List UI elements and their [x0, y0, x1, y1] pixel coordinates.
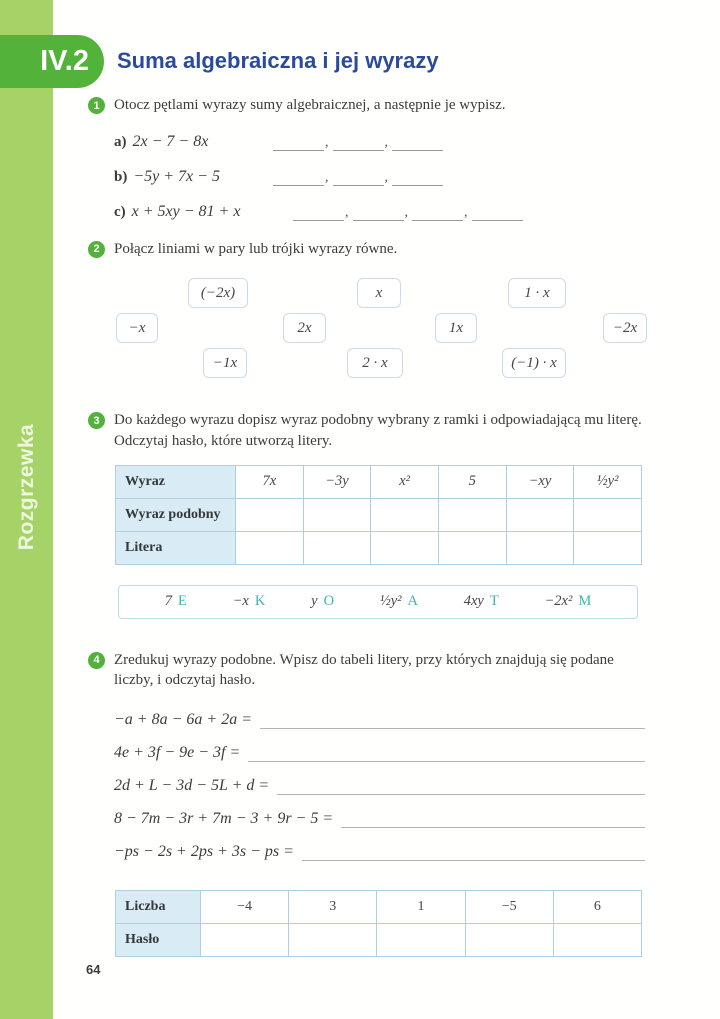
- answer-cell[interactable]: [438, 498, 506, 531]
- answer-cell[interactable]: [574, 498, 642, 531]
- answer-blank[interactable]: [333, 136, 384, 151]
- answer-cell[interactable]: [465, 924, 553, 957]
- page-number: 64: [86, 962, 101, 977]
- answer-blank[interactable]: [273, 136, 324, 151]
- table-row-haslo: [116, 924, 642, 957]
- exercise-1-instruction: Otocz pętlami wyrazy sumy algebraicznej, a następnie je wypisz.: [114, 97, 506, 113]
- answer-blank[interactable]: [412, 206, 463, 221]
- exercise-1-item-c: [114, 200, 645, 221]
- answer-line[interactable]: [248, 761, 645, 762]
- exercise-2-header: [88, 239, 645, 260]
- matching-board: [88, 270, 645, 394]
- answer-blank[interactable]: [353, 206, 404, 221]
- equation-expression: −a + 8a − 6a + 2a =: [114, 710, 252, 728]
- exercise-1-number-badge: 1: [88, 97, 105, 114]
- exercise-3: [88, 410, 645, 618]
- section-badge-label: IV.2: [40, 45, 89, 77]
- exercise-3-number-badge: 3: [88, 412, 105, 429]
- exercise-2: [88, 239, 645, 395]
- answer-cell[interactable]: [371, 498, 439, 531]
- term-box[interactable]: (−2x): [188, 278, 248, 308]
- blank-separator: ,: [325, 134, 329, 150]
- blank-separator: ,: [325, 169, 329, 185]
- equation-expression: 2d + L − 3d − 5L + d =: [114, 776, 270, 794]
- answer-cell[interactable]: [553, 924, 641, 957]
- term-box[interactable]: −1x: [203, 348, 247, 378]
- liczba-cell: −4: [201, 891, 289, 924]
- answer-line[interactable]: [260, 728, 645, 729]
- answer-cell[interactable]: [377, 924, 465, 957]
- answer-cell[interactable]: [303, 531, 371, 564]
- answer-blank[interactable]: [333, 171, 384, 186]
- answer-blank[interactable]: [392, 136, 443, 151]
- answer-cell[interactable]: [371, 531, 439, 564]
- equation-row: [114, 835, 645, 868]
- exercise-1-item-a: [114, 130, 645, 151]
- blank-separator: ,: [384, 169, 388, 185]
- liczba-cell: 6: [553, 891, 641, 924]
- similar-terms-table: [115, 465, 642, 565]
- equation-row: [114, 769, 645, 802]
- section-badge: [0, 35, 104, 88]
- liczba-cell: 3: [289, 891, 377, 924]
- exercise-1: [88, 95, 645, 221]
- answer-cell[interactable]: [438, 531, 506, 564]
- section-sidebar: [0, 0, 53, 1019]
- exercise-4-header: [88, 650, 645, 691]
- blank-separator: ,: [345, 204, 349, 220]
- answer-line[interactable]: [277, 794, 645, 795]
- exercise-2-number-badge: 2: [88, 241, 105, 258]
- bank-item: 4xy T: [463, 593, 499, 610]
- exercise-4-instruction: Zredukuj wyrazy podobne. Wpisz do tabeli litery, przy których znajdują się podane liczby, i odczytaj hasło.: [114, 651, 614, 689]
- blank-separator: ,: [384, 134, 388, 150]
- exercise-4: [88, 650, 645, 957]
- password-table: [115, 890, 642, 957]
- item-c-label: c): [114, 203, 126, 220]
- answer-blank[interactable]: [472, 206, 523, 221]
- answer-blank[interactable]: [273, 171, 324, 186]
- equation-list: [88, 703, 645, 868]
- exercise-3-header: [88, 410, 645, 451]
- exercise-3-instruction: Do każdego wyrazu dopisz wyraz podobny wybrany z ramki i odpowiadającą mu literę. Odczytaj hasło, które utworzą litery.: [114, 412, 642, 450]
- table-row-liczba: [116, 891, 642, 924]
- answer-cell[interactable]: [506, 498, 574, 531]
- item-b-label: b): [114, 168, 128, 185]
- item-b-expression: −5y + 7x − 5: [133, 167, 220, 185]
- item-c-expression: x + 5xy − 81 + x: [131, 202, 241, 220]
- blank-separator: ,: [464, 204, 468, 220]
- item-b-answer-blanks: [273, 170, 443, 186]
- wyraz-cell: −3y: [303, 465, 371, 498]
- equation-expression: 8 − 7m − 3r + 7m − 3 + 9r − 5 =: [114, 809, 334, 827]
- term-box[interactable]: −2x: [603, 313, 647, 343]
- answer-cell[interactable]: [303, 498, 371, 531]
- exercise-2-instruction: Połącz liniami w pary lub trójki wyrazy równe.: [114, 240, 398, 257]
- blank-separator: ,: [404, 204, 408, 220]
- answer-blank[interactable]: [392, 171, 443, 186]
- exercise-1-header: [88, 95, 645, 116]
- section-tab-label: Rozgrzewka: [15, 423, 38, 551]
- bank-item: y O: [311, 593, 335, 610]
- answer-cell[interactable]: [236, 498, 304, 531]
- answer-line[interactable]: [302, 860, 645, 861]
- wyraz-cell: x²: [371, 465, 439, 498]
- wyraz-cell: 7x: [236, 465, 304, 498]
- term-box[interactable]: 1x: [435, 313, 477, 343]
- item-c-answer-blanks: [293, 205, 523, 221]
- bank-item: ½y² A: [379, 593, 418, 610]
- bank-item: 7 E: [164, 593, 187, 610]
- item-a-expression: 2x − 7 − 8x: [132, 132, 209, 150]
- liczba-cell: −5: [465, 891, 553, 924]
- term-box[interactable]: 1 · x: [508, 278, 566, 308]
- table-row-litera: [116, 531, 642, 564]
- exercise-4-number-badge: 4: [88, 652, 105, 669]
- term-box[interactable]: 2x: [283, 313, 326, 343]
- term-box[interactable]: (−1) · x: [502, 348, 566, 378]
- wyraz-cell: ½y²: [574, 465, 642, 498]
- wyraz-cell: −xy: [506, 465, 574, 498]
- answer-line[interactable]: [341, 827, 645, 828]
- exercise-1-item-b: [114, 165, 645, 186]
- bank-item: −x K: [232, 593, 266, 610]
- term-box[interactable]: −x: [116, 313, 158, 343]
- term-box[interactable]: x: [357, 278, 401, 308]
- answer-cell[interactable]: [506, 531, 574, 564]
- equation-expression: 4e + 3f − 9e − 3f =: [114, 743, 241, 761]
- table-row-wyraz-podobny: [116, 498, 642, 531]
- bank-item: −2x² M: [544, 593, 592, 610]
- row-header-liczba: Liczba: [116, 891, 201, 924]
- item-a-answer-blanks: [273, 135, 443, 151]
- answer-cell[interactable]: [236, 531, 304, 564]
- equation-expression: −ps − 2s + 2ps + 3s − ps =: [114, 842, 294, 860]
- liczba-cell: 1: [377, 891, 465, 924]
- answer-blank[interactable]: [293, 206, 344, 221]
- answer-bank-frame: [118, 585, 638, 619]
- equation-row: [114, 802, 645, 835]
- answer-cell[interactable]: [289, 924, 377, 957]
- term-box[interactable]: 2 · x: [347, 348, 403, 378]
- equation-row: [114, 736, 645, 769]
- page-content: [88, 95, 645, 957]
- answer-cell[interactable]: [574, 531, 642, 564]
- answer-cell[interactable]: [201, 924, 289, 957]
- equation-row: [114, 703, 645, 736]
- row-header-wyraz: Wyraz: [116, 465, 236, 498]
- wyraz-cell: 5: [438, 465, 506, 498]
- table-row-wyraz: [116, 465, 642, 498]
- row-header-litera: Litera: [116, 531, 236, 564]
- page-title: Suma algebraiczna i jej wyrazy: [117, 48, 439, 73]
- item-a-label: a): [114, 133, 127, 150]
- row-header-wyraz-podobny: Wyraz podobny: [116, 498, 236, 531]
- row-header-haslo: Hasło: [116, 924, 201, 957]
